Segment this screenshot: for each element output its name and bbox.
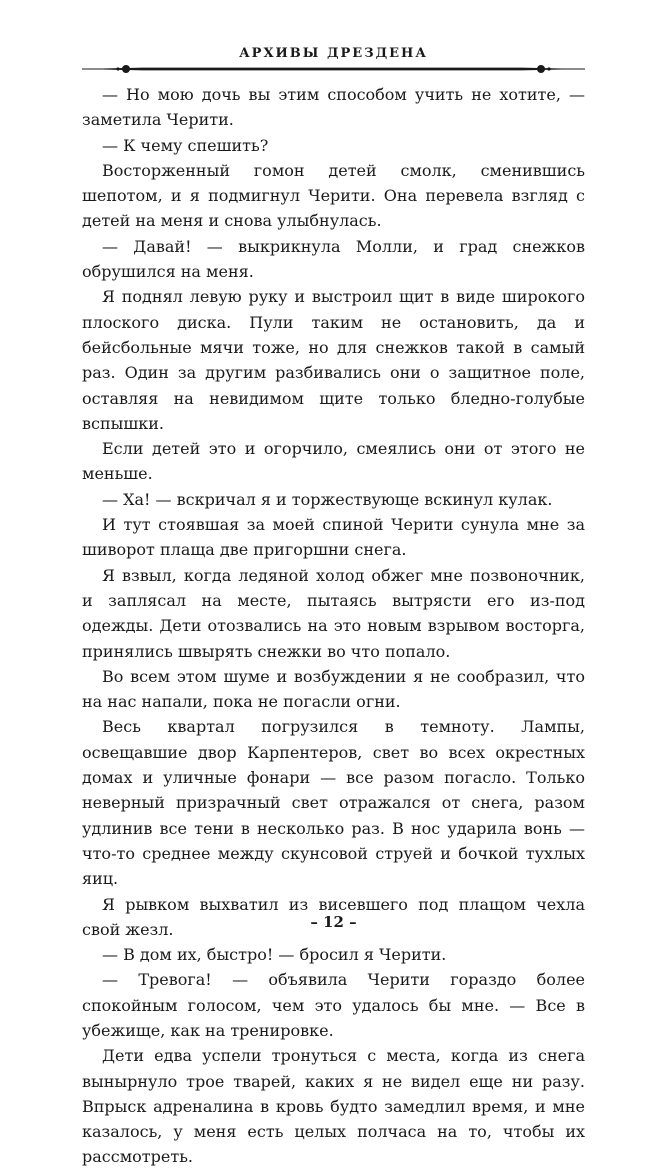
paragraph: — Ха! — вскричал я и торжествующе вскинул кулак. — [102, 489, 553, 509]
paragraph: Я рывком выхватил из висевшего под плащом чехла свой жезл. — [82, 894, 585, 939]
paragraph: Весь квартал погрузился в темноту. Лампы, освещавшие двор Карпентеров, свет во всех окрестных домах и уличные фонари — все разом погасло. Только неверный призрачный свет отражался от снега, разом удлинив все тени в несколько раз. В нос ударила вонь — что-то среднее между скунсовой струей и бочкой тухлых яиц. — [82, 717, 585, 889]
paragraph: Я поднял левую руку и выстроил щит в виде широкого плоского диска. Пули таким не остановить, да и бейсбольные мячи тоже, но для снежков такой в самый раз. Один за другим разбивались они о защитное поле, оставляя на невидимом щите только бледно-голубые вспышки. — [82, 287, 585, 433]
body-text — [82, 82, 585, 1170]
paragraph: Если детей это и огорчило, смеялись они от этого не меньше. — [82, 439, 585, 484]
paragraph: Дети едва успели тронуться с места, когда из снега вынырнуло трое тварей, каких я не видел еще ни разу. Впрыск адреналина в кровь будто замедлил время, и мне казалось, у меня есть целых полчаса на то, чтобы их рассмотреть. — [82, 1046, 585, 1167]
paragraph: Восторженный гомон детей смолк, сменившись шепотом, и я подмигнул Черити. Она перевела взгляд с детей на меня и снова улыбнулась. — [82, 160, 585, 231]
paragraph: И тут стоявшая за моей спиной Черити сунула мне за шиворот плаща две пригоршни снега. — [82, 515, 585, 560]
paragraph: Я взвыл, когда ледяной холод обжег мне позвоночник, и заплясал на месте, пытаясь вытрясти его из-под одежды. Дети отозвались на это новым взрывом восторга, принялись швырять снежки во что попало. — [82, 565, 585, 661]
paragraph: — Тревога! — объявила Черити гораздо более спокойным голосом, чем это удалось бы мне. — Все в убежище, как на тренировке. — [82, 970, 585, 1040]
decorative-rule-icon — [82, 62, 585, 76]
paragraph: Во всем этом шуме и возбуждении я не сообразил, что на нас напали, пока не погасли огни. — [82, 666, 585, 712]
paragraph: — Но мою дочь вы этим способом учить не хотите, — заметила Черити. — [82, 85, 585, 130]
paragraph: — Давай! — выкрикнула Молли, и град снежков обрушился на меня. — [82, 236, 585, 282]
running-title: АРХИВЫ ДРЕЗДЕНА — [239, 46, 428, 61]
page-number: – 12 – — [310, 913, 357, 931]
paragraph: — К чему спешить? — [102, 135, 269, 155]
paragraph: — В дом их, быстро! — бросил я Черити. — [102, 945, 447, 965]
page-header — [0, 0, 667, 80]
